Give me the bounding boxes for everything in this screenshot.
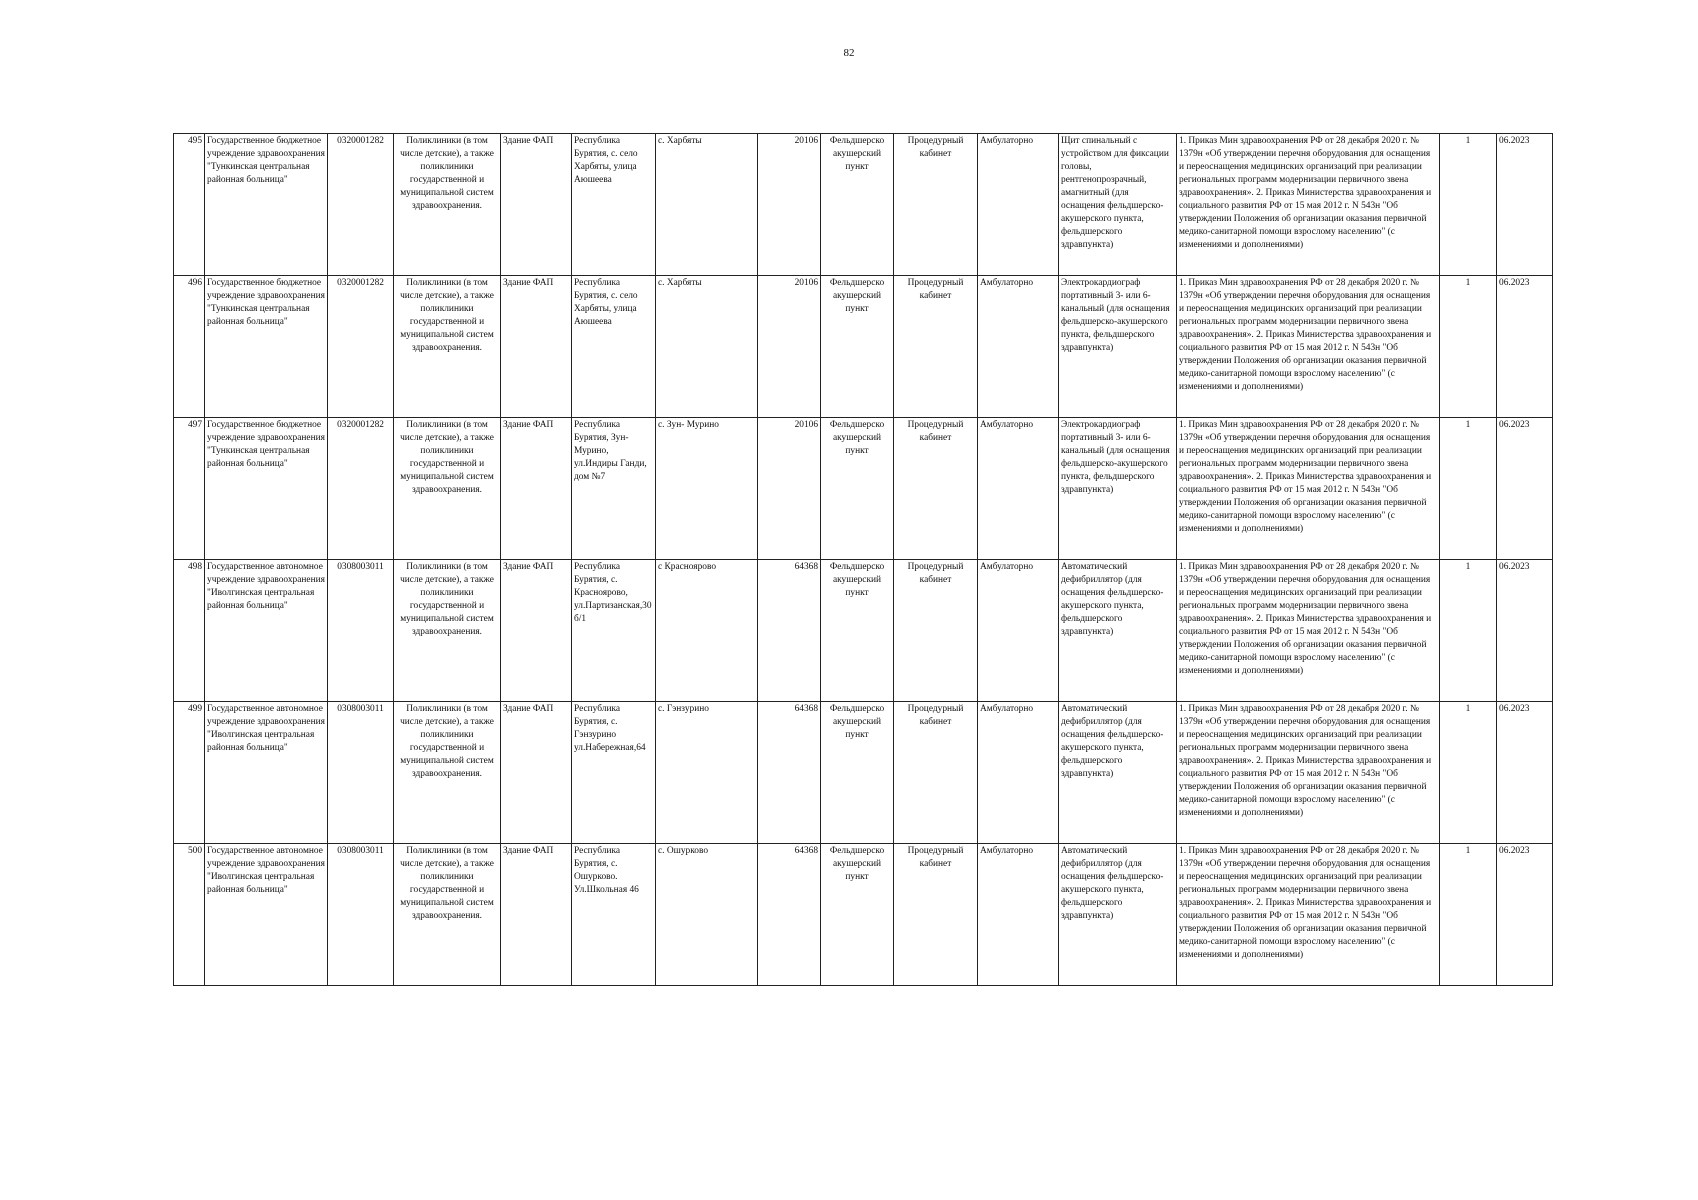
quantity: 1 [1440, 276, 1497, 418]
facility-category: Поликлиники (в том числе детские), а также поликлиники государственной и муниципальной систем здравоохранения. [394, 134, 501, 276]
facility-category: Поликлиники (в том числе детские), а также поликлиники государственной и муниципальной систем здравоохранения. [394, 276, 501, 418]
care-mode: Амбулаторно [978, 276, 1059, 418]
organization-name: Государственное бюджетное учреждение здравоохранения "Тункинская центральная районная больница" [205, 134, 328, 276]
address: Республика Бурятия, Зун-Мурино, ул.Индиры Ганди, дом №7 [572, 418, 656, 560]
table-row [174, 560, 1553, 702]
oktmo-code: 64368 [758, 702, 821, 844]
settlement: с. Зун- Мурино [656, 418, 758, 560]
table-body [174, 134, 1553, 986]
delivery-date: 06.2023 [1497, 134, 1553, 276]
table-row [174, 276, 1553, 418]
table-row [174, 844, 1553, 986]
address: Республика Бурятия, с. село Харбяты, улица Аюшеева [572, 276, 656, 418]
organization-code: 0320001282 [328, 418, 394, 560]
oktmo-code: 20106 [758, 276, 821, 418]
building-type: Здание ФАП [501, 702, 572, 844]
building-type: Здание ФАП [501, 134, 572, 276]
delivery-date: 06.2023 [1497, 276, 1553, 418]
equipment-description: Автоматический дефибриллятор (для оснащения фельдшерско-акушерского пункта, фельдшерского здравпункта) [1059, 702, 1177, 844]
equipment-description: Щит спинальный с устройством для фиксации головы, рентгенопрозрачный, амагнитный (для оснащения фельдшерско-акушерского пункта, фельдшерского здравпункта) [1059, 134, 1177, 276]
legal-basis: 1. Приказ Мин здравоохранения РФ от 28 декабря 2020 г. № 1379н «Об утверждении перечня оборудования для оснащения и переоснащения медицинских организаций при реализации региональных программ модернизации первичного звена здравоохранения». 2. Приказ Министерства здравоохранения и социального развития РФ от 15 мая 2012 г. N 543н "Об утверждении Положения об организации оказания первичной медико-санитарной помощи взрослому населению" (с изменениями и дополнениями) [1177, 702, 1440, 844]
row-number: 498 [174, 560, 205, 702]
building-type: Здание ФАП [501, 276, 572, 418]
unit-type: Фельдшерско акушерский пункт [821, 844, 894, 986]
building-type: Здание ФАП [501, 418, 572, 560]
settlement: с. Харбяты [656, 276, 758, 418]
row-number: 496 [174, 276, 205, 418]
organization-code: 0308003011 [328, 702, 394, 844]
equipment-description: Автоматический дефибриллятор (для оснащения фельдшерско-акушерского пункта, фельдшерского здравпункта) [1059, 844, 1177, 986]
legal-basis: 1. Приказ Мин здравоохранения РФ от 28 декабря 2020 г. № 1379н «Об утверждении перечня оборудования для оснащения и переоснащения медицинских организаций при реализации региональных программ модернизации первичного звена здравоохранения». 2. Приказ Министерства здравоохранения и социального развития РФ от 15 мая 2012 г. N 543н "Об утверждении Положения об организации оказания первичной медико-санитарной помощи взрослому населению" (с изменениями и дополнениями) [1177, 418, 1440, 560]
organization-code: 0308003011 [328, 844, 394, 986]
legal-basis: 1. Приказ Мин здравоохранения РФ от 28 декабря 2020 г. № 1379н «Об утверждении перечня оборудования для оснащения и переоснащения медицинских организаций при реализации региональных программ модернизации первичного звена здравоохранения». 2. Приказ Министерства здравоохранения и социального развития РФ от 15 мая 2012 г. N 543н "Об утверждении Положения об организации оказания первичной медико-санитарной помощи взрослому населению" (с изменениями и дополнениями) [1177, 844, 1440, 986]
legal-basis: 1. Приказ Мин здравоохранения РФ от 28 декабря 2020 г. № 1379н «Об утверждении перечня оборудования для оснащения и переоснащения медицинских организаций при реализации региональных программ модернизации первичного звена здравоохранения». 2. Приказ Министерства здравоохранения и социального развития РФ от 15 мая 2012 г. N 543н "Об утверждении Положения об организации оказания первичной медико-санитарной помощи взрослому населению" (с изменениями и дополнениями) [1177, 134, 1440, 276]
facility-category: Поликлиники (в том числе детские), а также поликлиники государственной и муниципальной систем здравоохранения. [394, 560, 501, 702]
building-type: Здание ФАП [501, 844, 572, 986]
organization-name: Государственное автономное учреждение здравоохранения "Иволгинская центральная районная больница" [205, 702, 328, 844]
room-type: Процедурный кабинет [894, 134, 978, 276]
delivery-date: 06.2023 [1497, 702, 1553, 844]
facility-category: Поликлиники (в том числе детские), а также поликлиники государственной и муниципальной систем здравоохранения. [394, 702, 501, 844]
oktmo-code: 20106 [758, 134, 821, 276]
settlement: с. Ошурково [656, 844, 758, 986]
room-type: Процедурный кабинет [894, 702, 978, 844]
row-number: 500 [174, 844, 205, 986]
care-mode: Амбулаторно [978, 134, 1059, 276]
equipment-description: Автоматический дефибриллятор (для оснащения фельдшерско-акушерского пункта, фельдшерского здравпункта) [1059, 560, 1177, 702]
organization-name: Государственное бюджетное учреждение здравоохранения "Тункинская центральная районная больница" [205, 276, 328, 418]
quantity: 1 [1440, 702, 1497, 844]
organization-code: 0320001282 [328, 134, 394, 276]
care-mode: Амбулаторно [978, 560, 1059, 702]
care-mode: Амбулаторно [978, 844, 1059, 986]
legal-basis: 1. Приказ Мин здравоохранения РФ от 28 декабря 2020 г. № 1379н «Об утверждении перечня оборудования для оснащения и переоснащения медицинских организаций при реализации региональных программ модернизации первичного звена здравоохранения». 2. Приказ Министерства здравоохранения и социального развития РФ от 15 мая 2012 г. N 543н "Об утверждении Положения об организации оказания первичной медико-санитарной помощи взрослому населению" (с изменениями и дополнениями) [1177, 276, 1440, 418]
unit-type: Фельдшерско акушерский пункт [821, 702, 894, 844]
facility-category: Поликлиники (в том числе детские), а также поликлиники государственной и муниципальной систем здравоохранения. [394, 418, 501, 560]
settlement: с. Гэнзурино [656, 702, 758, 844]
building-type: Здание ФАП [501, 560, 572, 702]
unit-type: Фельдшерско акушерский пункт [821, 134, 894, 276]
table-row [174, 702, 1553, 844]
delivery-date: 06.2023 [1497, 418, 1553, 560]
table-row [174, 418, 1553, 560]
settlement: с. Харбяты [656, 134, 758, 276]
organization-name: Государственное автономное учреждение здравоохранения "Иволгинская центральная районная больница" [205, 844, 328, 986]
row-number: 499 [174, 702, 205, 844]
unit-type: Фельдшерско акушерский пункт [821, 418, 894, 560]
legal-basis: 1. Приказ Мин здравоохранения РФ от 28 декабря 2020 г. № 1379н «Об утверждении перечня оборудования для оснащения и переоснащения медицинских организаций при реализации региональных программ модернизации первичного звена здравоохранения». 2. Приказ Министерства здравоохранения и социального развития РФ от 15 мая 2012 г. N 543н "Об утверждении Положения об организации оказания первичной медико-санитарной помощи взрослому населению" (с изменениями и дополнениями) [1177, 560, 1440, 702]
organization-name: Государственное бюджетное учреждение здравоохранения "Тункинская центральная районная больница" [205, 418, 328, 560]
delivery-date: 06.2023 [1497, 844, 1553, 986]
care-mode: Амбулаторно [978, 418, 1059, 560]
room-type: Процедурный кабинет [894, 276, 978, 418]
organization-code: 0308003011 [328, 560, 394, 702]
address: Республика Бурятия, с. Ошурково. Ул.Школьная 46 [572, 844, 656, 986]
room-type: Процедурный кабинет [894, 560, 978, 702]
organization-name: Государственное автономное учреждение здравоохранения "Иволгинская центральная районная больница" [205, 560, 328, 702]
oktmo-code: 20106 [758, 418, 821, 560]
care-mode: Амбулаторно [978, 702, 1059, 844]
room-type: Процедурный кабинет [894, 418, 978, 560]
facility-category: Поликлиники (в том числе детские), а также поликлиники государственной и муниципальной систем здравоохранения. [394, 844, 501, 986]
address: Республика Бурятия, с. село Харбяты, улица Аюшеева [572, 134, 656, 276]
equipment-description: Электрокардиограф портативный 3- или 6-канальный (для оснащения фельдшерско-акушерского пункта, фельдшерского здравпункта) [1059, 418, 1177, 560]
row-number: 497 [174, 418, 205, 560]
page-number: 82 [843, 47, 855, 59]
organization-code: 0320001282 [328, 276, 394, 418]
table-row [174, 134, 1553, 276]
delivery-date: 06.2023 [1497, 560, 1553, 702]
address: Республика Бурятия, с. Красноярово, ул.Партизанская,30 б/1 [572, 560, 656, 702]
oktmo-code: 64368 [758, 844, 821, 986]
oktmo-code: 64368 [758, 560, 821, 702]
unit-type: Фельдшерско акушерский пункт [821, 560, 894, 702]
quantity: 1 [1440, 418, 1497, 560]
room-type: Процедурный кабинет [894, 844, 978, 986]
quantity: 1 [1440, 844, 1497, 986]
settlement: с Красноярово [656, 560, 758, 702]
quantity: 1 [1440, 560, 1497, 702]
equipment-registry-table [173, 133, 1553, 986]
address: Республика Бурятия, с. Гэнзурино ул.Набережная,64 [572, 702, 656, 844]
equipment-description: Электрокардиограф портативный 3- или 6-канальный (для оснащения фельдшерско-акушерского пункта, фельдшерского здравпункта) [1059, 276, 1177, 418]
quantity: 1 [1440, 134, 1497, 276]
unit-type: Фельдшерско акушерский пункт [821, 276, 894, 418]
row-number: 495 [174, 134, 205, 276]
